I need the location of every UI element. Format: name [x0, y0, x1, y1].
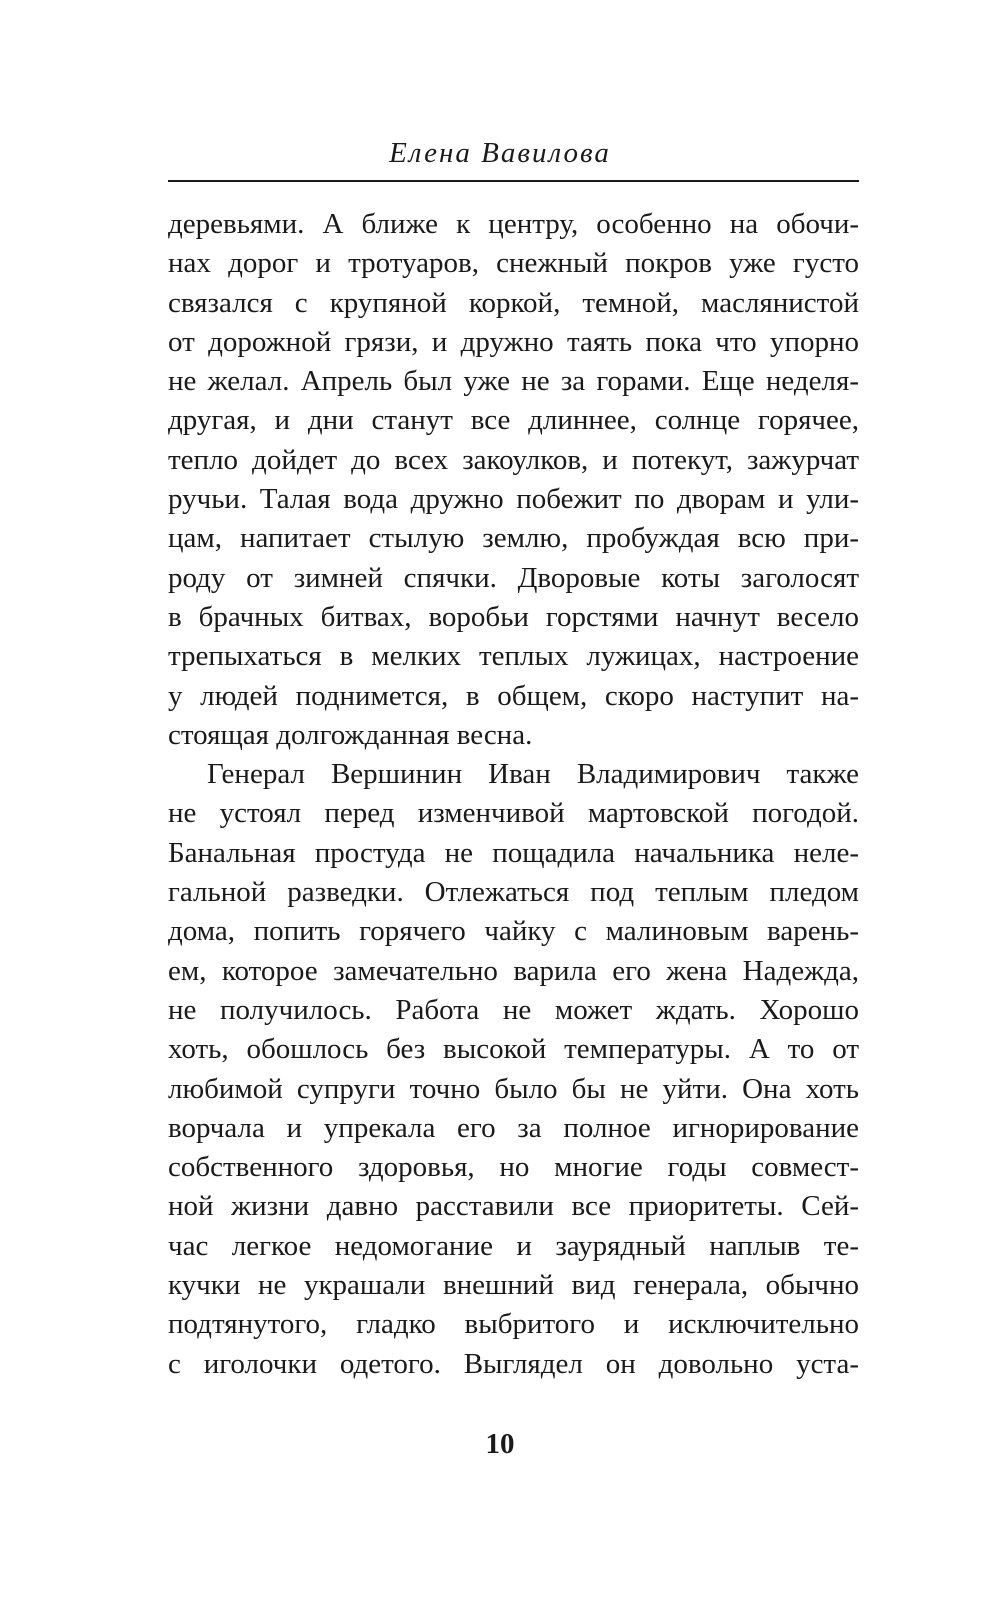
header-divider	[168, 180, 859, 182]
text-line: не получилось. Работа не может ждать. Хорошо	[168, 993, 859, 1026]
text-line: тепло дойдет до всех закоулков, и потекут, зажурчат	[168, 443, 859, 476]
paragraph-end-line: стоящая долгожданная весна.	[168, 718, 533, 751]
page-number: 10	[485, 1428, 515, 1460]
text-line: с иголочки одетого. Выглядел он довольно уста-	[168, 1347, 859, 1380]
paragraph-start-line: Генерал Вершинин Иван Владимирович также	[207, 758, 859, 791]
text-line: гальной разведки. Отлежаться под теплым пледом	[168, 876, 859, 909]
text-line: ной жизни давно расставили все приоритеты. Сей-	[168, 1190, 859, 1223]
text-line: связался с крупяной коркой, темной, маслянистой	[168, 286, 859, 319]
text-line: час легкое недомогание и заурядный наплыв те-	[168, 1229, 859, 1262]
text-line: деревьями. А ближе к центру, особенно на обочи-	[168, 208, 859, 240]
text-line: подтянутого, гладко выбритого и исключительно	[168, 1308, 859, 1341]
text-line: цам, напитает стылую землю, пробуждая всю при-	[168, 522, 859, 555]
text-line: собственного здоровья, но многие годы совмест-	[168, 1151, 859, 1184]
body-text	[168, 205, 859, 1384]
text-line: любимой супруги точно было бы не уйти. Она хоть	[168, 1072, 859, 1105]
text-line: у людей поднимется, в общем, скоро наступит на-	[168, 679, 859, 712]
text-line: хоть, обошлось без высокой температуры. А то от	[168, 1033, 859, 1066]
text-line: другая, и дни станут все длиннее, солнце горячее,	[168, 404, 859, 437]
text-line: ем, которое замечательно варила его жена Надежда,	[168, 954, 859, 987]
text-line: нах дорог и тротуаров, снежный покров уже густо	[168, 247, 859, 280]
text-line: ручьи. Талая вода дружно побежит по дворам и ули-	[168, 483, 859, 516]
text-line: от дорожной грязи, и дружно таять пока что упорно	[168, 325, 859, 358]
text-line: ворчала и упрекала его за полное игнорирование	[168, 1111, 859, 1144]
running-header-author: Елена Вавилова	[389, 137, 611, 169]
text-line: Банальная простуда не пощадила начальника неле-	[168, 836, 859, 869]
text-line: не желал. Апрель был уже не за горами. Еще неделя-	[168, 365, 859, 398]
text-line: роду от зимней спячки. Дворовые коты заголосят	[168, 561, 859, 594]
text-line: трепыхаться в мелких теплых лужицах, настроение	[168, 640, 859, 673]
text-line: не устоял перед изменчивой мартовской погодой.	[168, 797, 859, 830]
text-line: дома, попить горячего чайку с малиновым варень-	[168, 915, 859, 948]
text-line: в брачных битвах, воробьи горстями начнут весело	[168, 600, 859, 633]
text-line: кучки не украшали внешний вид генерала, обычно	[168, 1269, 859, 1302]
